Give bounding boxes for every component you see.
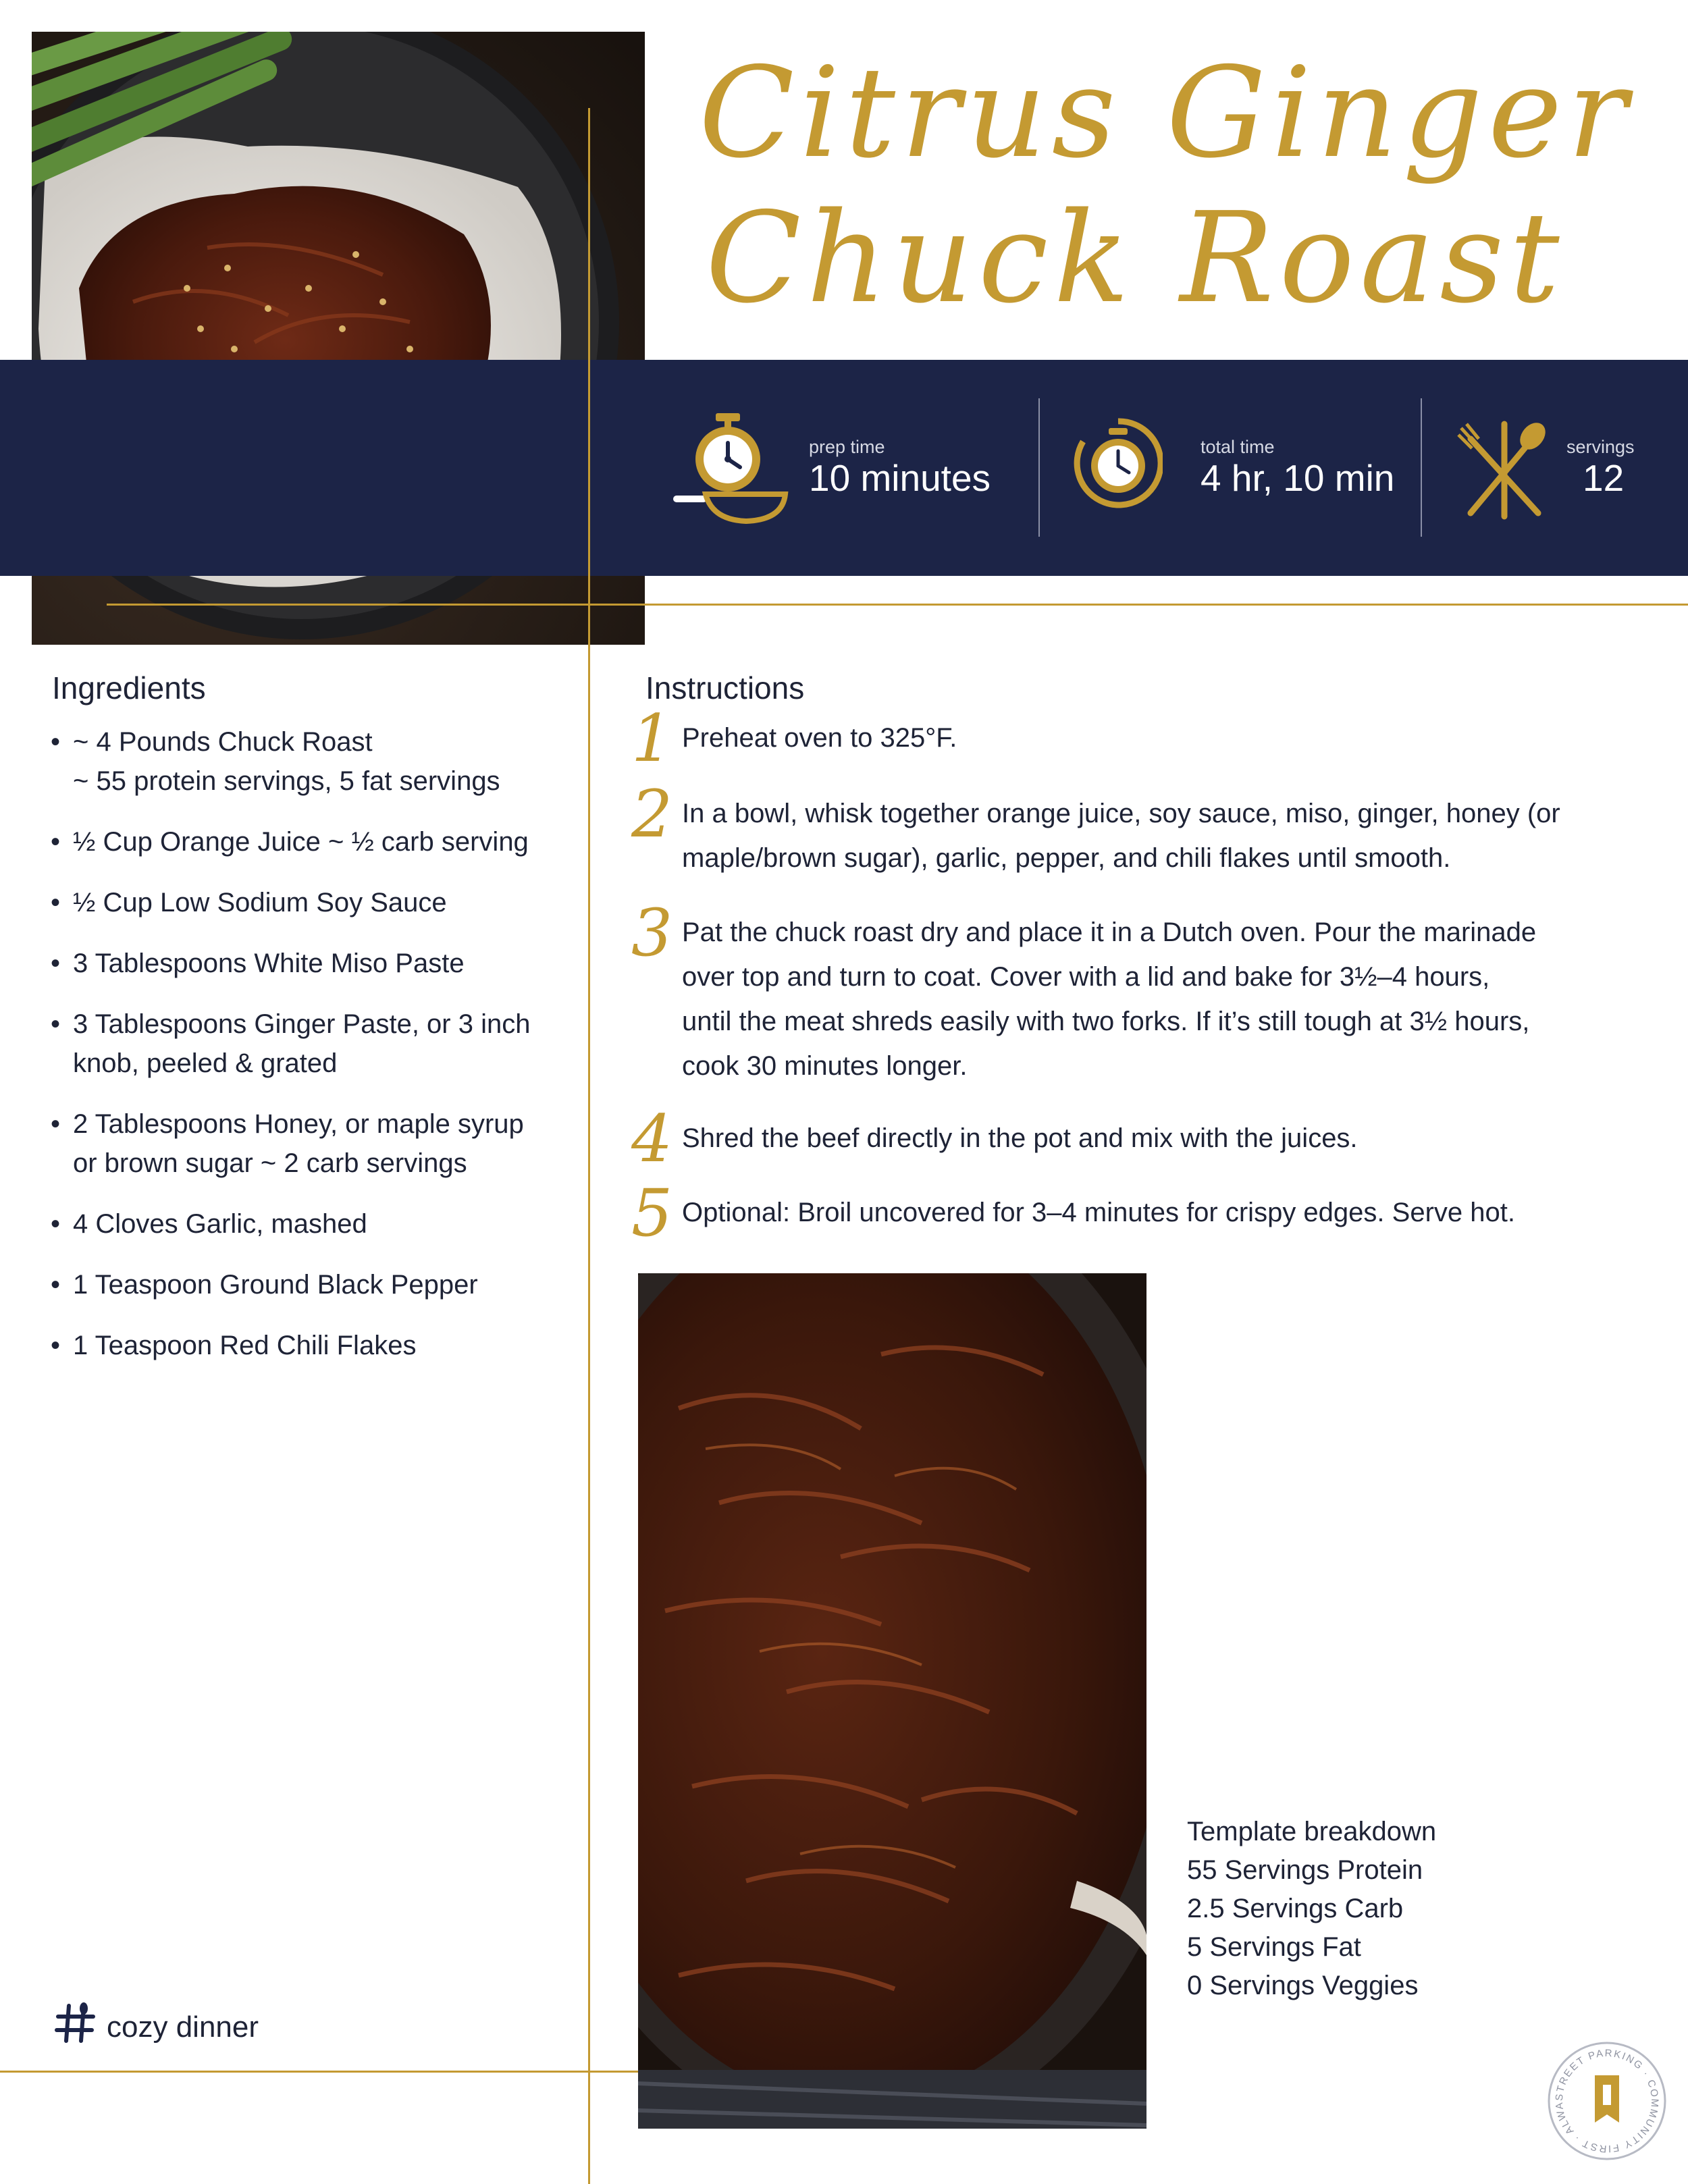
step-line: Shred the beef directly in the pot and mix with the juices. [682,1123,1358,1153]
breakdown-item: 55 Servings Protein [1187,1855,1423,1885]
list-item: • 3 Tablespoons Ginger Paste, or 3 inch knob, peeled & grated [51,1009,531,1078]
servings-value: 12 [1583,457,1625,499]
title-line-1: Citrus Ginger [699,40,1633,186]
title-line-2: Chuck Roast [706,185,1565,331]
step-line: until the meat shreds easily with two forks. If it’s still tough at 3½ hours, [682,1007,1530,1036]
step-number: 2 [631,776,673,852]
step-line: maple/brown sugar), garlic, pepper, and chili flakes until smooth. [682,843,1451,873]
list-item: • 1 Teaspoon Ground Black Pepper [51,1270,478,1300]
stopwatch-icon [1074,412,1163,513]
step-line: cook 30 minutes longer. [682,1051,968,1081]
hashtag-icon [54,2002,97,2052]
list-item: • 3 Tablespoons White Miso Paste [51,949,465,978]
list-item: • 2 Tablespoons Honey, or maple syrup or brown sugar ~ 2 carb servings [51,1109,524,1178]
step-line: Optional: Broil uncovered for 3–4 minutes for crispy edges. Serve hot. [682,1198,1515,1227]
breakdown-item: 0 Servings Veggies [1187,1971,1419,2000]
gold-rule-horizontal [107,604,1688,606]
list-item: • ½ Cup Low Sodium Soy Sauce [51,888,447,917]
brand-seal-logo [1546,2040,1668,2162]
recipe-title [699,41,1658,331]
step-line: In a bowl, whisk together orange juice, soy sauce, miso, ginger, honey (or [682,799,1560,828]
total-time-value: 4 hr, 10 min [1201,457,1395,499]
step-line: over top and turn to coat. Cover with a lid and bake for 3½–4 hours, [682,962,1490,992]
utensils-icon [1457,419,1552,520]
breakdown-heading: Template breakdown [1187,1817,1437,1846]
stat-divider [1421,398,1422,537]
total-time-label: total time [1201,437,1275,457]
hashtag-text: cozy dinner [107,2010,259,2044]
step-number: 4 [631,1101,673,1177]
step-line: Pat the chuck roast dry and place it in a Dutch oven. Pour the marinade [682,917,1537,947]
stat-divider [1038,398,1040,537]
list-item: • ~ 4 Pounds Chuck Roast ~ 55 protein servings, 5 fat servings [51,727,500,796]
step-number: 1 [631,701,673,776]
list-item: • ½ Cup Orange Juice ~ ½ carb serving [51,827,529,857]
stopwatch-skillet-icon [672,412,790,530]
template-breakdown [1187,1813,1436,2005]
servings-label: servings [1566,437,1635,457]
instructions-heading: Instructions [645,670,805,705]
hashtag [54,2002,259,2052]
list-item: • 1 Teaspoon Red Chili Flakes [51,1331,417,1360]
ingredients-heading: Ingredients [52,670,206,705]
breakdown-item: 2.5 Servings Carb [1187,1894,1404,1923]
step-number: 5 [631,1175,673,1251]
list-item: • 4 Cloves Garlic, mashed [51,1209,367,1239]
step-line: Preheat oven to 325°F. [682,723,957,753]
prep-time-value: 10 minutes [809,457,991,499]
svg-text:STREET PARKING · COMMUNITY FIR: STREET PARKING · COMMUNITY FIRST · ALWA [1553,2047,1661,2155]
ingredients-list [51,722,591,1387]
breakdown-item: 5 Servings Fat [1187,1932,1361,1962]
shredded-beef-photo [638,1273,1146,2129]
step-number: 3 [631,895,673,971]
prep-time-label: prep time [809,437,885,457]
